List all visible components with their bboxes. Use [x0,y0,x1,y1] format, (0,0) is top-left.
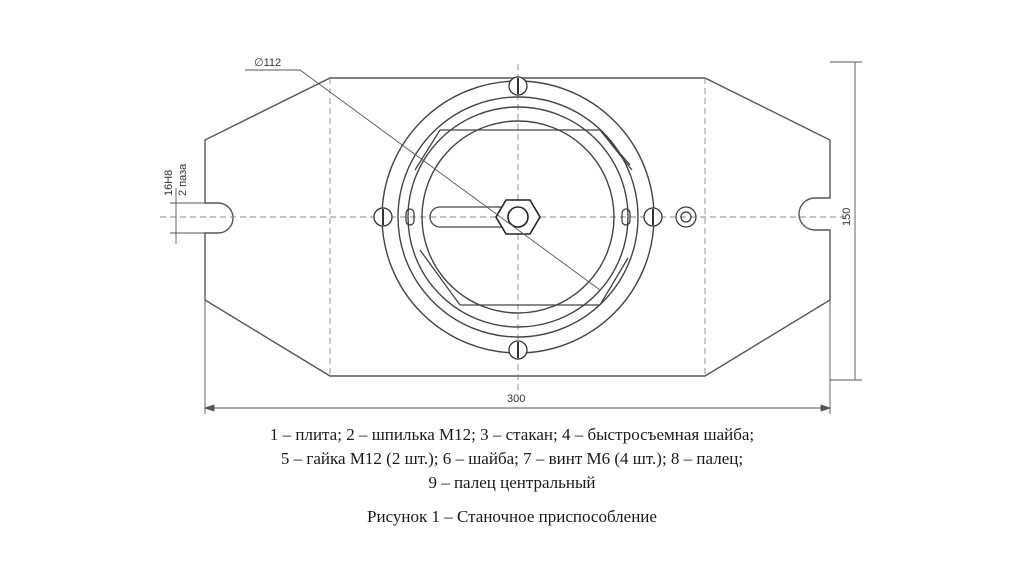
height-dimension-label: 150 [841,207,853,226]
nut-inner-circle [508,207,528,227]
figure-title: Рисунок 1 – Станочное приспособление [367,507,657,526]
width-dimension-label: 300 [507,393,526,405]
caption-line-2: 5 – гайка М12 (2 шт.); 6 – шайба; 7 – винт М6 (4 шт.); 8 – палец; [280,449,744,468]
caption-line-3: 9 – палец центральный [428,473,596,492]
diameter-label: ∅112 [254,57,282,69]
caption-line-1: 1 – плита; 2 – шпилька М12; 3 – стакан; 4 – быстросъемная шайба; [269,425,755,444]
slot-dimension-label: 16H8 [163,169,175,196]
slot-count-label: 2 паза [177,163,189,196]
